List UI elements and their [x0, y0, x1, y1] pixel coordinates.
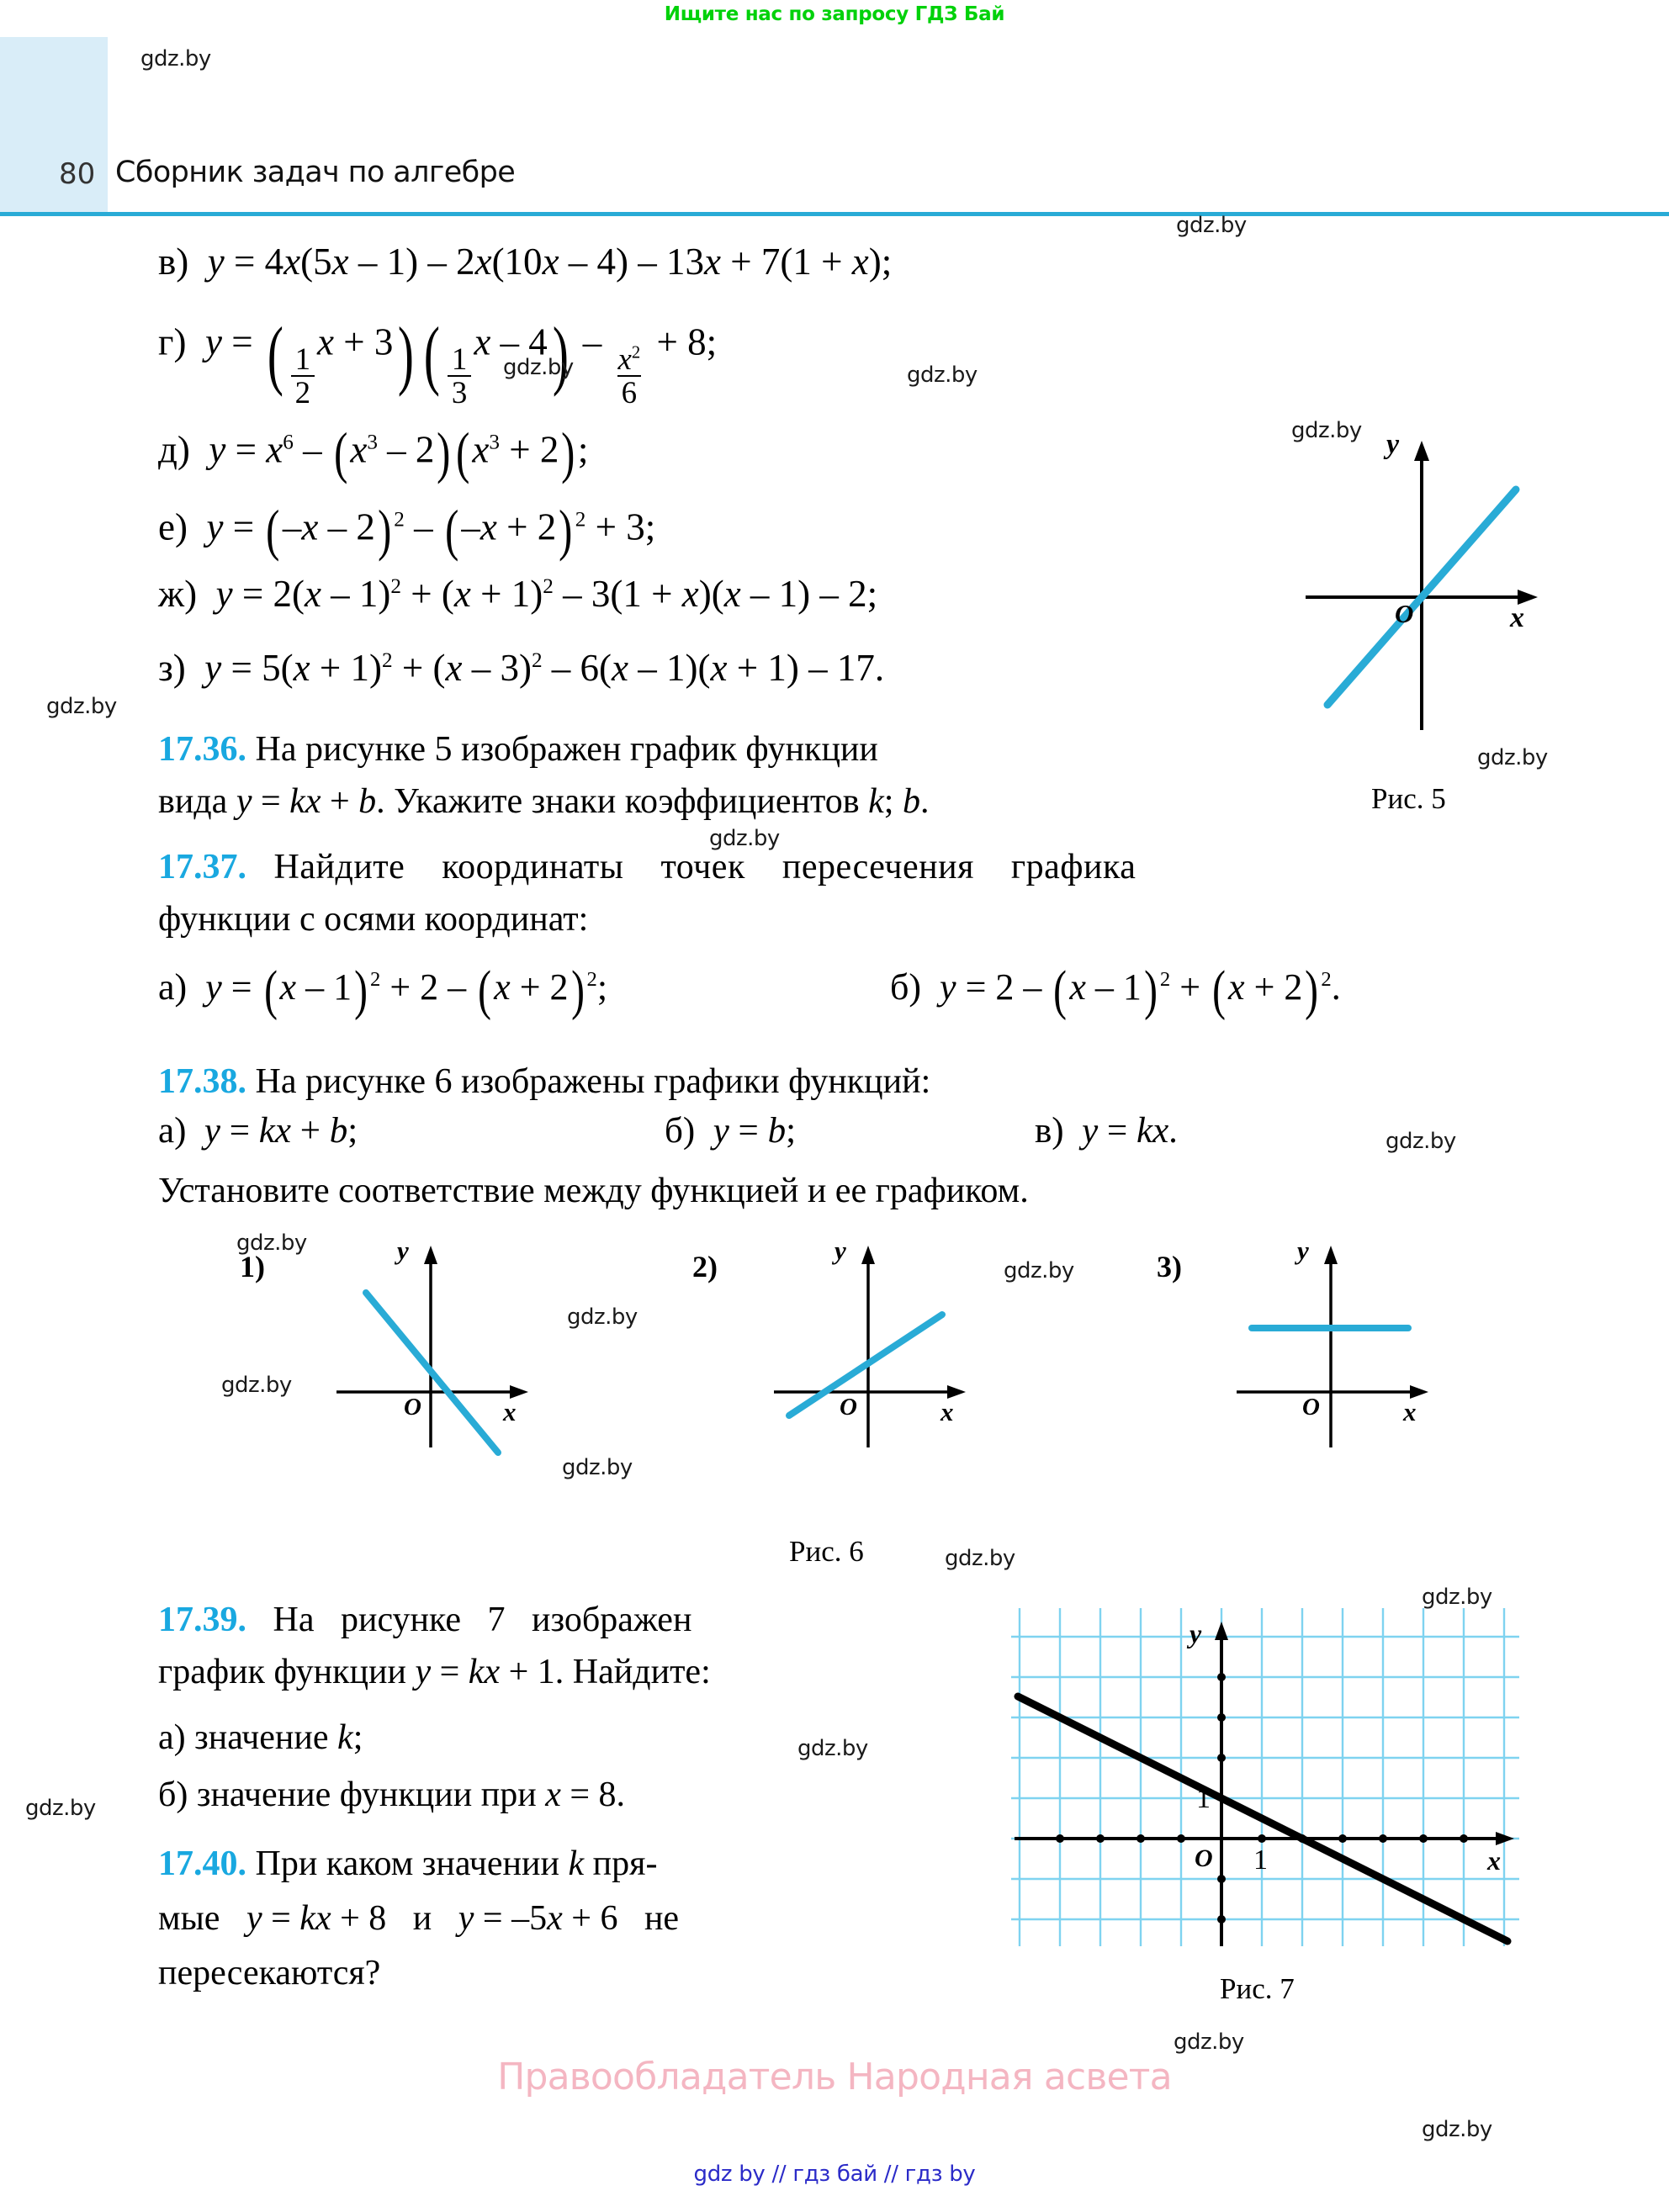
fig6-item-3 [1228, 1236, 1439, 1459]
problem-17-38-v: в) y = kx. [1035, 1111, 1178, 1151]
copyright-notice: Правообладатель Народная асвета [497, 2056, 1172, 2098]
problem-17-37-b-label: б) [890, 966, 922, 1008]
watermark: gdz.by [567, 1304, 638, 1330]
fig5-origin-label: O [1395, 599, 1414, 628]
equation-d: д) $y = x^6 - (x^3 - 2)(x^3 + 2)$; [158, 421, 589, 484]
watermark: gdz.by [1422, 1585, 1492, 1610]
problem-17-39-b-label: б) [158, 1775, 188, 1814]
watermark: gdz.by [1422, 2117, 1492, 2142]
problem-17-38-text: На рисунке 6 изображены графики функций: [255, 1062, 931, 1101]
fig6-item-2-y-label: y [834, 1236, 846, 1265]
watermark: gdz.by [1477, 745, 1548, 770]
watermark: gdz.by [46, 694, 117, 719]
watermark: gdz.by [140, 46, 211, 71]
problem-17-36-text: На рисунке 5 изображен график функции [255, 730, 878, 769]
fig6-item-2 [766, 1236, 976, 1459]
equation-d-label: д) [158, 428, 190, 471]
problem-17-40-line3: пересекаются? [158, 1954, 381, 1992]
equation-z: з) $y = 5(x + 1)^2 + (x - 3)^2 - 6(x - 1)(x + 1) - 17$. [158, 647, 885, 689]
watermark: gdz.by [1174, 2029, 1244, 2055]
fig6-item-1-origin-label: O [404, 1394, 421, 1421]
problem-17-39-a-label: а) [158, 1718, 186, 1757]
watermark: gdz.by [562, 1455, 633, 1480]
equation-e: е) y = (–x – 2) $^2$ – (–x + 2) $^2$ + 3; [158, 499, 656, 562]
watermark: gdz.by [1004, 1258, 1074, 1283]
problem-17-37-number: 17.37. [158, 848, 246, 886]
fig7-x-unit-label: 1 [1253, 1844, 1268, 1876]
problem-17-38-a-label: а) [158, 1111, 187, 1151]
figure-7-caption: Рис. 7 [1220, 1972, 1295, 2005]
problem-17-37-line2: функции с осями координат: [158, 900, 589, 939]
fig6-item-3-index: 3) [1157, 1250, 1182, 1283]
fig6-item-2-x-label: x [940, 1397, 954, 1426]
watermark: gdz.by [797, 1736, 868, 1761]
equation-zh: ж) $y = 2(x - 1)^2 + (x + 1)^2 - 3(1 + x)(x - 1) - 2$; [158, 573, 878, 615]
problem-17-40-number: 17.40. [158, 1844, 246, 1883]
watermark: gdz.by [221, 1373, 292, 1398]
watermark: gdz.by [236, 1230, 307, 1256]
fig6-item-1 [328, 1236, 538, 1459]
problem-17-38-instruction: Установите соответствие между функцией и ее графиком. [158, 1172, 1029, 1210]
figure-5-caption: Рис. 5 [1371, 782, 1446, 815]
problem-17-39-b: б) значение функции при x = 8. [158, 1775, 626, 1814]
watermark: gdz.by [503, 355, 574, 380]
fig6-item-3-y-label: y [1297, 1236, 1309, 1265]
fig7-x-axis-label: x [1487, 1845, 1501, 1876]
fig5-x-axis-label: x [1510, 602, 1524, 633]
problem-17-38-v-label: в) [1035, 1111, 1064, 1151]
equation-v: в) y = 4x(5x – 1) – 2x(10x – 4) – 13x + 7(1 + x); [158, 241, 893, 283]
problem-17-37-b: б) y = 2 – (x – 1) $^2$ + (x + 2) $^2$. [890, 960, 1341, 1021]
problem-17-38-b-label: б) [665, 1111, 696, 1151]
equation-e-label: е) [158, 505, 188, 548]
fig6-item-1-index: 1) [240, 1250, 265, 1283]
problem-17-36 [158, 723, 1298, 775]
watermark: gdz.by [1291, 418, 1362, 443]
watermark: gdz.by [709, 826, 780, 851]
watermark: gdz.by [907, 362, 978, 388]
figure-7 [1008, 1605, 1523, 1950]
fig7-y-unit-label: 1 [1196, 1783, 1211, 1814]
page-title: Сборник задач по алгебре [115, 156, 516, 189]
watermark: gdz.by [1386, 1129, 1456, 1154]
fig6-item-1-y-label: y [397, 1236, 409, 1265]
fig5-y-axis-label: y [1386, 429, 1400, 460]
problem-17-38-b: б) y = b; [665, 1111, 797, 1151]
problem-17-38 [158, 1056, 930, 1108]
problem-17-36-line2: вида y = kx + b. Укажите знаки коэффициентов k; b. [158, 782, 930, 821]
problem-17-37-a-label: а) [158, 966, 188, 1008]
watermark: gdz.by [25, 1796, 96, 1821]
problem-17-38-number: 17.38. [158, 1062, 246, 1101]
equation-z-label: з) [158, 647, 186, 689]
problem-17-39-line2: график функции y = kx + 1. Найдите: [158, 1653, 711, 1691]
problem-17-39: 17.39. На рисунке 7 изображен [158, 1601, 692, 1639]
page-number: 80 [59, 157, 96, 191]
equation-g: г) y = ( $\frac{1}{2}$ x + 3) ( $\frac{1}{3}$ x – 4) – $\frac{x^2}{6}$ + 8; [158, 311, 718, 410]
problem-17-38-a: а) y = kx + b; [158, 1111, 358, 1151]
site-banner: Ищите нас по запросу ГДЗ Бай [664, 3, 1005, 25]
problem-17-40-line2: мые y = kx + 8 и y = –5x + 6 не [158, 1899, 680, 1938]
watermark: gdz.by [945, 1546, 1015, 1571]
fig6-item-3-x-label: x [1403, 1397, 1417, 1426]
problem-17-39-number: 17.39. [158, 1601, 246, 1639]
header-divider [0, 212, 1669, 216]
problem-17-37: 17.37. Найдите координаты точек пересечения графика [158, 848, 1137, 886]
watermark: gdz.by [1176, 213, 1247, 238]
equation-zh-label: ж) [158, 573, 198, 615]
footer-links: gdz by // гдз бай // гдз by [693, 2162, 976, 2187]
problem-17-37-a: а) y = (x – 1) $^2$ + 2 – (x + 2) $^2$; [158, 960, 608, 1021]
fig6-item-3-origin-label: O [1302, 1394, 1320, 1421]
problem-17-36-number: 17.36. [158, 730, 246, 769]
equation-v-label: в) [158, 241, 189, 283]
fig7-y-axis-label: y [1189, 1618, 1202, 1648]
fig6-item-1-x-label: x [503, 1397, 517, 1426]
problem-17-40: 17.40. При каком значении k пря- [158, 1844, 658, 1883]
fig6-item-2-index: 2) [692, 1250, 718, 1283]
fig6-item-2-origin-label: O [840, 1394, 857, 1421]
equation-g-label: г) [158, 320, 187, 363]
problem-17-39-a: а) значение k; [158, 1718, 363, 1757]
fig7-origin-label: O [1195, 1844, 1213, 1872]
figure-6-caption: Рис. 6 [789, 1535, 864, 1568]
